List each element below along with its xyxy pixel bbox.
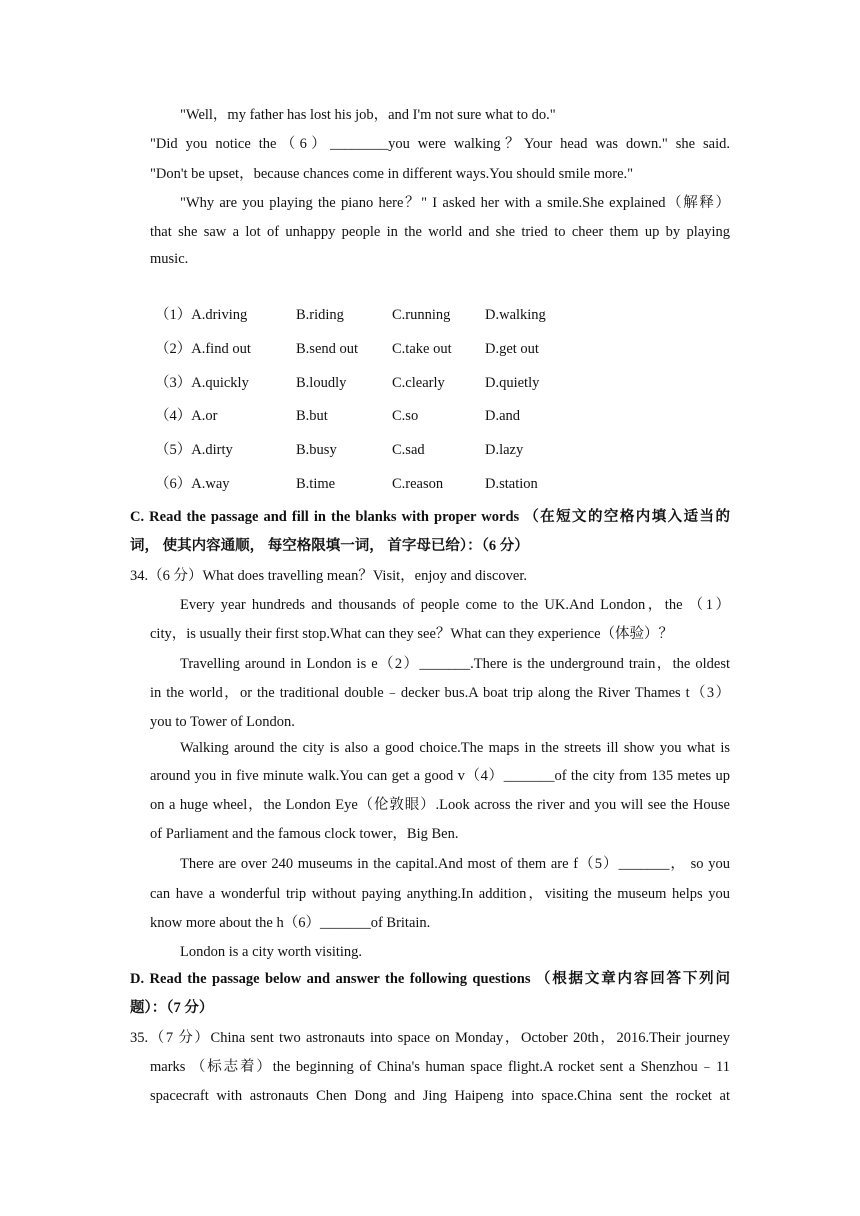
- passage-c-line-5: you to Tower of London.: [150, 714, 295, 730]
- passage-b-line-3: "Don't be upset，because chances come in different ways.You should smile more.": [150, 166, 634, 182]
- passage-c-line-3: Travelling around in London is e（2）_______.There is the underground train，the oldest: [180, 656, 730, 672]
- option-a: （5）A.dirty: [155, 442, 233, 458]
- option-d: D.lazy: [485, 442, 524, 458]
- option-c: C.take out: [392, 341, 452, 357]
- passage-c-line-4: in the world，or the traditional double﹣decker bus.A boat trip along the River Thames t（3）: [150, 685, 730, 701]
- option-d: D.get out: [485, 341, 539, 357]
- option-d: D.walking: [485, 307, 546, 323]
- passage-c-line-8: on a huge wheel，the London Eye（伦敦眼）.Look across the river and you will see the House: [150, 797, 730, 813]
- section-c-heading-cont: 词， 使其内容通顺， 每空格限填一词， 首字母已给）：（6 分）: [130, 538, 529, 554]
- option-a: （4）A.or: [155, 408, 218, 424]
- passage-c-line-11: can have a wonderful trip without paying anything.In addition，visiting the museum helps you: [150, 886, 730, 902]
- option-c: C.clearly: [392, 375, 445, 391]
- option-c: C.running: [392, 307, 451, 323]
- option-d: D.and: [485, 408, 521, 424]
- section-d-heading-cont: 题）：（7 分）: [130, 1000, 214, 1016]
- passage-b-line-1: "Well，my father has lost his job，and I'm not sure what to do.": [180, 107, 556, 123]
- option-c: C.reason: [392, 476, 444, 492]
- passage-c-line-6: Walking around the city is also a good choice.The maps in the streets ill show you what is: [180, 740, 730, 756]
- option-b: B.but: [296, 408, 328, 424]
- passage-c-line-13: London is a city worth visiting.: [180, 944, 363, 960]
- option-b: B.busy: [296, 442, 337, 458]
- option-b: B.riding: [296, 307, 344, 323]
- option-a: （2）A.find out: [155, 341, 251, 357]
- option-d: D.quietly: [485, 375, 540, 391]
- passage-c-line-7: around you in five minute walk.You can get a good v（4）_______of the city from 135 metes up: [150, 768, 730, 784]
- question-34: 34.（6 分）What does travelling mean？Visit，enjoy and discover.: [130, 568, 527, 584]
- question-35: 35.（7 分）China sent two astronauts into space on Monday，October 20th，2016.Their journey: [130, 1030, 730, 1046]
- passage-b-line-4: "Why are you playing the piano here？" I asked her with a smile.She explained（解释）: [180, 195, 730, 211]
- option-a: （6）A.way: [155, 476, 230, 492]
- passage-c-line-2: city，is usually their first stop.What can they see？What can they experience（体验）？: [150, 626, 674, 642]
- section-d-heading: D. Read the passage below and answer the following questions （根据文章内容回答下列问: [130, 971, 730, 987]
- passage-b-line-6: music.: [150, 251, 189, 267]
- passage-b-line-5: that she saw a lot of unhappy people in the world and she tried to cheer them up by playing: [150, 224, 730, 240]
- section-c-heading: C. Read the passage and fill in the blanks with proper words （在短文的空格内填入适当的: [130, 509, 730, 525]
- passage-c-line-9: of Parliament and the famous clock tower，Big Ben.: [150, 826, 459, 842]
- passage-b-line-2: "Did you notice the（6）________you were walking？Your head was down." she said.: [150, 136, 730, 152]
- option-a: （1）A.driving: [155, 307, 248, 323]
- option-b: B.time: [296, 476, 336, 492]
- option-a: （3）A.quickly: [155, 375, 249, 391]
- option-c: C.so: [392, 408, 419, 424]
- option-b: B.send out: [296, 341, 359, 357]
- option-c: C.sad: [392, 442, 425, 458]
- passage-c-line-10: There are over 240 museums in the capital.And most of them are f（5）_______， so you: [180, 856, 730, 872]
- option-b: B.loudly: [296, 375, 347, 391]
- passage-c-line-12: know more about the h（6）_______of Britain.: [150, 915, 431, 931]
- passage-d-line-2: spacecraft with astronauts Chen Dong and Jing Haipeng into space.China sent the rocket at: [150, 1088, 730, 1104]
- passage-d-line-1: marks （标志着）the beginning of China's human space flight.A rocket sent a Shenzhou﹣11: [150, 1059, 730, 1075]
- option-d: D.station: [485, 476, 538, 492]
- passage-c-line-1: Every year hundreds and thousands of people come to the UK.And London，the （1）: [180, 597, 730, 613]
